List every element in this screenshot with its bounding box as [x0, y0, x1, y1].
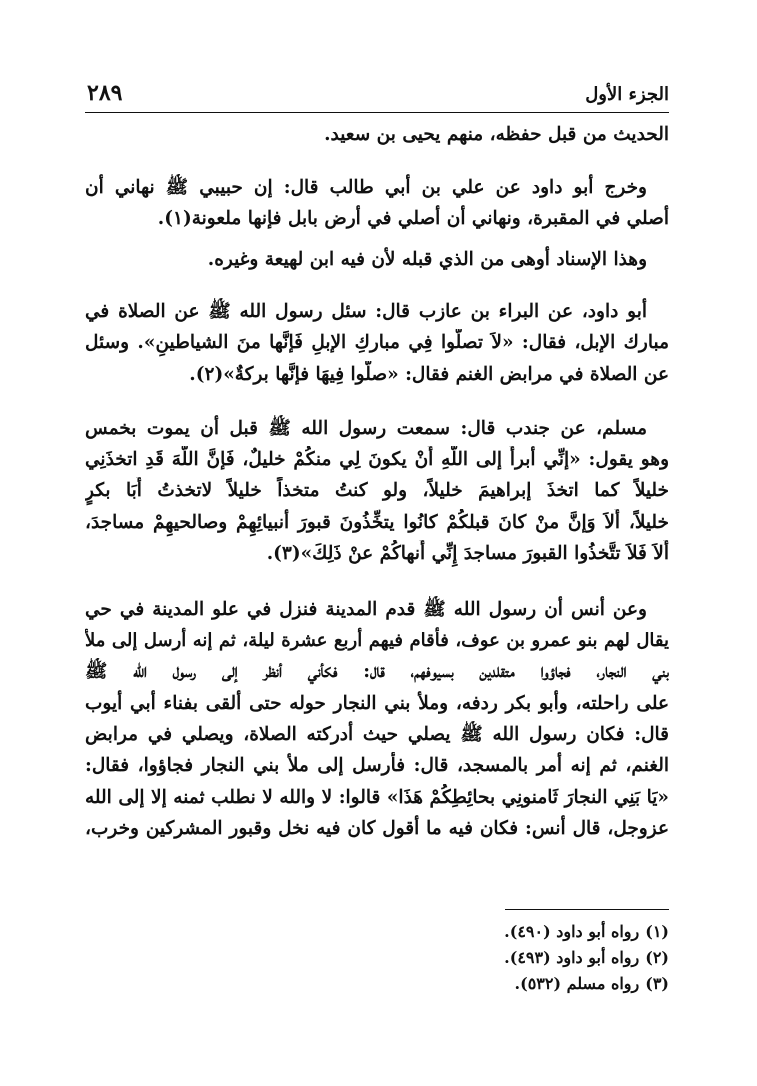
body-line: عن الصلاة في مرابض الغنم فقال: «صلُّوا فِيهَا فإنَّها بركةٌ»(٢).	[189, 364, 669, 385]
footnote-text: رواه أبو داود (٤٩٣).	[504, 948, 640, 967]
body-line: الغنم، ثم إنه أمر بالمسجد، قال: فأرسل إلى ملأ بني النجار فجاؤوا، فقال:	[85, 755, 669, 776]
body-line: الحديث من قبل حفظه، منهم يحيى بن سعيد.	[324, 124, 669, 145]
running-title: الجزء الأول	[585, 84, 669, 105]
page-header	[85, 78, 669, 113]
footnote-number: (٣)	[645, 974, 669, 993]
body-line: أبو داود، عن البراء بن عازب قال: سئل رسول الله ﷺ عن الصلاة في	[85, 301, 647, 322]
body-line: وهذا الإسناد أوهى من الذي قبله لأن فيه ابن لهيعة وغيره.	[207, 249, 647, 270]
body-line: مسلم، عن جندب قال: سمعت رسول الله ﷺ قبل أن يموت بخمس	[85, 418, 647, 439]
footnote	[300, 946, 669, 972]
body-line: يقال لهم بنو عمرو بن عوف، فأقام فيهم أربع عشرة ليلة، ثم إنه أرسل إلى ملأ	[85, 630, 669, 651]
body-line: عزوجل، قال أنس: فكان فيه ما أقول كان فيه نخل وقبور المشركين وخرب،	[85, 818, 669, 839]
body-line: أَلاَ فَلاَ تتَّخذُوا القبورَ مساجدَ إِنِّي أَنهاكُمْ عنْ ذَلِكَ»(٣).	[266, 543, 669, 564]
footnote	[300, 972, 669, 998]
body-line: خليلاً كما اتخذَ إبراهيمَ خليلاً، ولو كنتُ متخذاً خليلاً لاتخذتُ أَبَا بكرٍ	[85, 480, 669, 501]
footnote-separator	[505, 909, 669, 910]
body-line: وخرج أبو داود عن علي بن أبي طالب قال: إن حبيبي ﷺ نهاني أن	[85, 177, 647, 198]
footnote-number: (٢)	[645, 948, 669, 967]
body-line: خليلاً، أَلاَ وَإنَّ منْ كانَ قبلكُمْ كانُوا يتخِّذُونَ قبورَ أنبيائِهِمْ وصالحيهِمْ مساجدَ،	[85, 512, 669, 533]
body-line: بني النجار، فجاؤوا متقلدين بسيوفهم، قال: فكأني أنظر إلى رسول الله ﷺ	[85, 661, 669, 682]
body-line: قال: فكان رسول الله ﷺ يصلي حيث أدركته الصلاة، ويصلي في مرابض	[85, 724, 669, 745]
footnote-text: رواه أبو داود (٤٩٠).	[504, 922, 640, 941]
body-line: «يَا بَنِي النجارَ ثَامنونِي بحائِطِكُمْ هَذَا» قالوا: لا والله لا نطلب ثمنه إلا إلى الله	[85, 787, 669, 808]
body-line: أصلي في المقبرة، ونهاني أن أصلي في أرض بابل فإنها ملعونة(١).	[157, 208, 669, 229]
page-number: ٢٨٩	[87, 80, 123, 106]
body-line: على راحلته، وأبو بكر ردفه، وملأ بني النجار حوله حتى ألقى بفناء أبي أيوب	[85, 693, 669, 714]
body-line: وعن أنس أن رسول الله ﷺ قدم المدينة فنزل في علو المدينة في حي	[85, 599, 647, 620]
footnote-number: (١)	[645, 922, 669, 941]
body-line: وهو يقول: «إنِّي أبرأُ إلى اللَّهِ أَنْ يكونَ لِي منكُمْ خليلٌ، فَإنَّ اللَّهَ قَدِ اتخذَنِي	[85, 449, 669, 470]
footnote-text: رواه مسلم (٥٣٢).	[514, 974, 640, 993]
body-line: مبارك الإبل، فقال: «لاَ تصلُّوا فِي مباركِ الإبلِ فَإنَّها منَ الشياطينِ». وسئل	[85, 332, 669, 353]
footnote	[300, 920, 669, 946]
